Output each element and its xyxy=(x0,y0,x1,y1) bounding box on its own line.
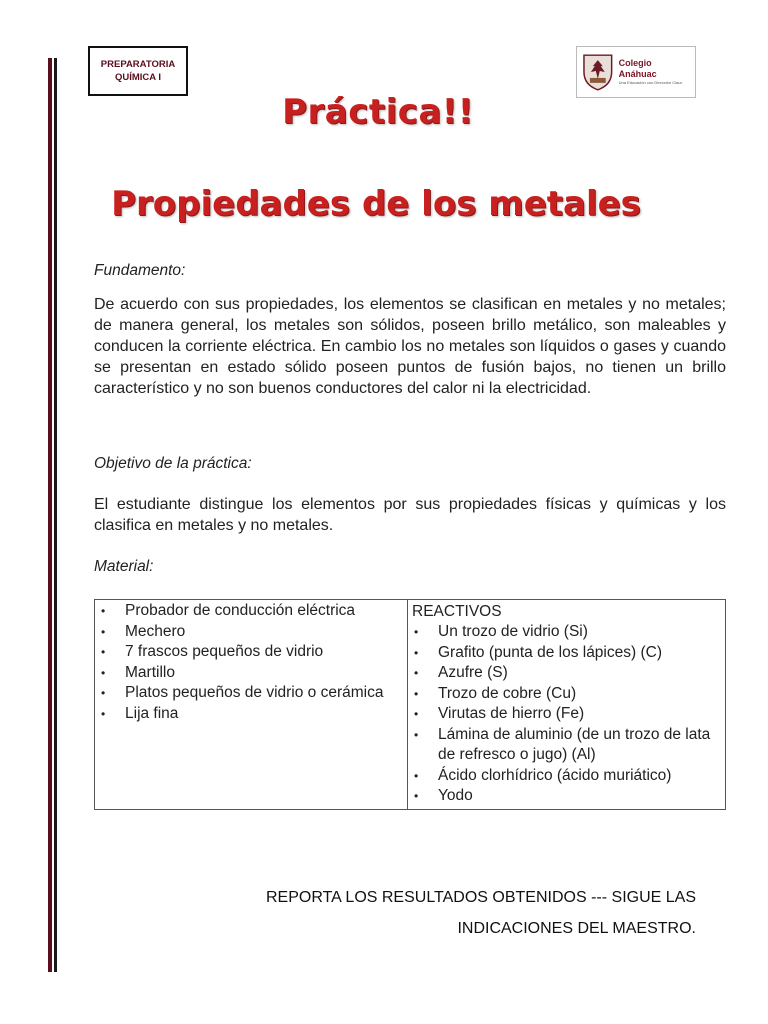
list-item: • Trozo de cobre (Cu) xyxy=(412,684,721,705)
course-label-box xyxy=(88,46,188,96)
crest-icon xyxy=(581,52,615,92)
list-item: • Lija fina xyxy=(99,704,403,725)
title-line1 xyxy=(0,92,768,132)
list-item: • Mechero xyxy=(99,622,403,643)
objetivo-paragraph: El estudiante distingue los elementos por sus propiedades físicas y químicas y los clasifica en metales y no metales. xyxy=(94,496,726,534)
list-item: • 7 frascos pequeños de vidrio xyxy=(99,642,403,663)
footer-instructions xyxy=(176,882,696,944)
material-table xyxy=(94,599,726,810)
list-item: • Martillo xyxy=(99,663,403,684)
title-line2 xyxy=(0,184,768,224)
fundamento-heading: Fundamento: xyxy=(94,262,186,279)
equipment-list xyxy=(99,601,403,724)
school-logo xyxy=(576,46,696,98)
list-item: • Un trozo de vidrio (Si) xyxy=(412,622,721,643)
footer-line2: INDICACIONES DEL MAESTRO. xyxy=(457,920,696,937)
list-item: • Azufre (S) xyxy=(412,663,721,684)
reactivos-cell xyxy=(408,600,726,810)
fundamento-paragraph: De acuerdo con sus propiedades, los elementos se clasifican en metales y no metales; de manera general, los metales son sólidos, poseen brillo metálico, son maleables y conducen la corriente eléctrica. En cambio los no metales son líquidos o gases y cuando se presentan en estado sólido poseen puntos de fusión bajos, no tienen un brillo característico y no son buenos conductores del calor ni la electricidad. xyxy=(94,296,726,397)
list-item: • Ácido clorhídrico (ácido muriático) xyxy=(412,766,721,787)
list-item: • Grafito (punta de los lápices) (C) xyxy=(412,643,721,664)
course-label-line2: QUÍMICA I xyxy=(114,72,162,83)
list-item: • Probador de conducción eléctrica xyxy=(99,601,403,622)
list-item: • Lámina de aluminio (de un trozo de lata de refresco o jugo) (Al) xyxy=(412,725,721,766)
material-table-row xyxy=(95,600,726,810)
title-line2-text: Propiedades de los metales xyxy=(111,184,641,224)
footer-line1: REPORTA LOS RESULTADOS OBTENIDOS --- SIGUE LAS xyxy=(265,889,696,906)
reactivos-title: REACTIVOS xyxy=(412,603,502,620)
reactivos-list xyxy=(412,622,721,807)
equipment-cell xyxy=(95,600,408,810)
title-line1-text: Práctica!! xyxy=(282,92,474,132)
logo-subtitle: Una Educación con Dirección Clara xyxy=(618,80,682,85)
material-heading: Material: xyxy=(94,558,154,575)
list-item: • Virutas de hierro (Fe) xyxy=(412,704,721,725)
course-label-line1: PREPARATORIA xyxy=(100,59,176,70)
list-item: • Yodo xyxy=(412,786,721,807)
list-item: • Platos pequeños de vidrio o cerámica xyxy=(99,683,403,704)
logo-name: Colegio Anáhuac xyxy=(618,58,657,79)
objetivo-heading: Objetivo de la práctica: xyxy=(94,455,252,472)
